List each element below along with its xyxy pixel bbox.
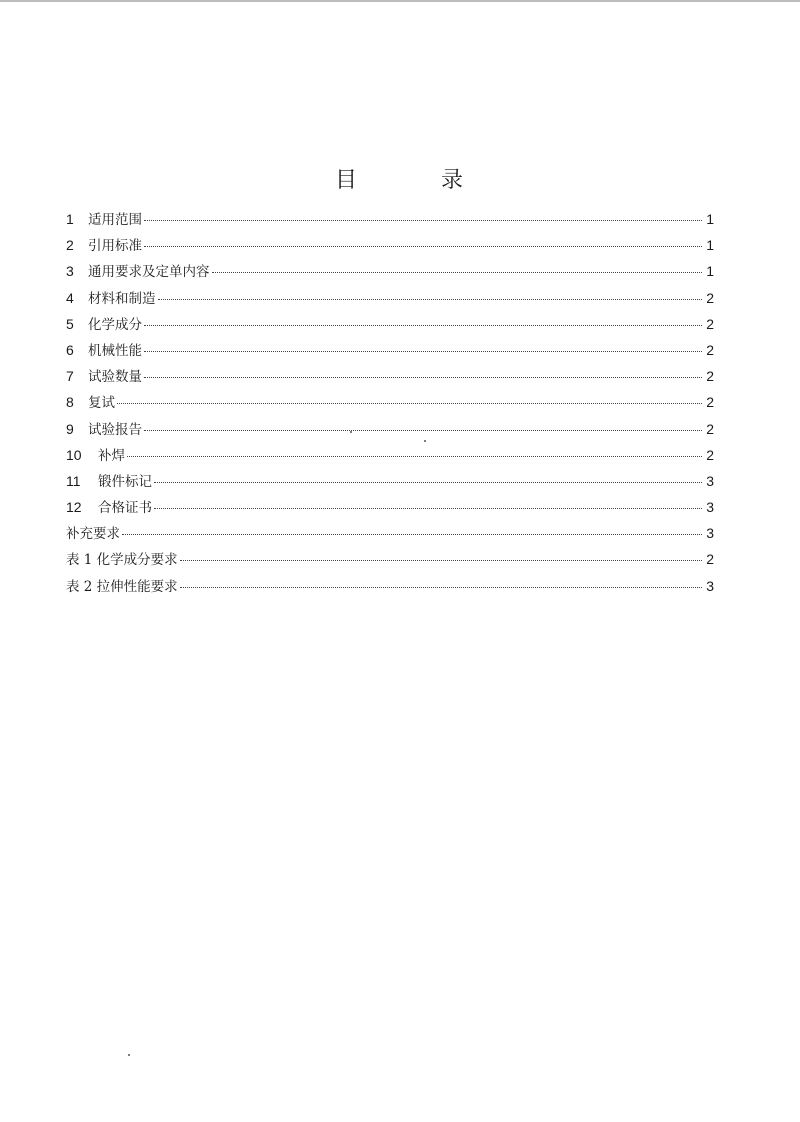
toc-label: 表 1 化学成分要求 [66, 552, 178, 569]
toc-number: 10 [66, 446, 82, 463]
toc-page: 2 [706, 394, 714, 411]
toc-leader [144, 351, 702, 352]
toc-number: 7 [66, 368, 74, 385]
toc-leader [158, 299, 703, 300]
toc-leader [154, 508, 702, 509]
toc-leader [180, 560, 702, 561]
toc-page: 2 [706, 289, 714, 306]
toc-entry[interactable] [66, 548, 714, 574]
toc-label: 表 2 拉伸性能要求 [66, 578, 178, 595]
page-title [0, 163, 800, 194]
toc-label: 适用范围 [88, 212, 142, 228]
toc-entry[interactable] [66, 522, 714, 548]
toc-label: 补焊 [98, 447, 125, 464]
toc-page: 2 [706, 420, 714, 437]
toc-entry[interactable] [66, 444, 714, 470]
scan-speck [128, 1054, 130, 1056]
toc-leader [144, 220, 702, 221]
toc-label: 补充要求 [66, 526, 120, 543]
toc-page: 1 [706, 211, 714, 227]
toc-entry[interactable] [66, 313, 714, 339]
toc-label: 试验报告 [88, 421, 142, 438]
toc-label: 复试 [88, 395, 115, 412]
toc-entry[interactable] [66, 391, 714, 417]
toc-number: 1 [66, 211, 74, 227]
toc-entry[interactable] [66, 418, 714, 444]
toc-page: 3 [706, 499, 714, 516]
scan-speck [350, 431, 352, 433]
toc-number: 6 [66, 341, 74, 358]
toc-label: 试验数量 [88, 369, 142, 386]
toc-leader [144, 430, 702, 431]
toc-leader [122, 534, 702, 535]
toc-page: 3 [706, 577, 714, 594]
title-char-2: 录 [441, 168, 466, 193]
toc-number: 9 [66, 420, 74, 437]
toc-number: 11 [66, 472, 81, 489]
toc-entry[interactable] [66, 496, 714, 522]
toc-entry[interactable] [66, 208, 714, 234]
toc-number: 8 [66, 394, 74, 411]
toc-page: 2 [706, 341, 714, 358]
toc-number: 3 [66, 263, 74, 280]
toc-leader [144, 246, 702, 247]
toc-number: 12 [66, 499, 82, 516]
toc-page: 2 [706, 368, 714, 385]
toc-number: 2 [66, 237, 74, 254]
toc-entry[interactable] [66, 575, 714, 601]
toc-entry[interactable] [66, 260, 714, 286]
scan-speck [424, 440, 426, 442]
toc-leader [154, 482, 702, 483]
toc-label: 材料和制造 [88, 290, 156, 307]
toc-page: 1 [706, 237, 714, 254]
toc-page: 2 [706, 315, 714, 332]
toc-leader [144, 325, 702, 326]
toc-label: 机械性能 [88, 342, 142, 359]
table-of-contents [66, 208, 714, 601]
toc-number: 4 [66, 289, 74, 306]
toc-leader [144, 377, 702, 378]
toc-label: 通用要求及定单内容 [88, 264, 210, 281]
toc-label: 引用标准 [88, 238, 142, 255]
toc-leader [117, 403, 702, 404]
toc-entry[interactable] [66, 234, 714, 260]
toc-leader [180, 587, 702, 588]
toc-page: 3 [706, 472, 714, 489]
toc-leader [127, 456, 702, 457]
toc-label: 合格证书 [98, 500, 152, 517]
title-char-1: 目 [334, 168, 359, 193]
toc-page: 3 [706, 525, 714, 542]
toc-label: 化学成分 [88, 316, 142, 333]
toc-page: 2 [706, 446, 714, 463]
toc-entry[interactable] [66, 470, 714, 496]
toc-leader [212, 272, 703, 273]
toc-page: 2 [706, 551, 714, 568]
scan-top-edge [0, 0, 800, 2]
toc-number: 5 [66, 315, 74, 332]
toc-entry[interactable] [66, 287, 714, 313]
toc-entry[interactable] [66, 339, 714, 365]
toc-page: 1 [706, 263, 714, 280]
toc-entry[interactable] [66, 365, 714, 391]
toc-label: 锻件标记 [98, 473, 152, 490]
